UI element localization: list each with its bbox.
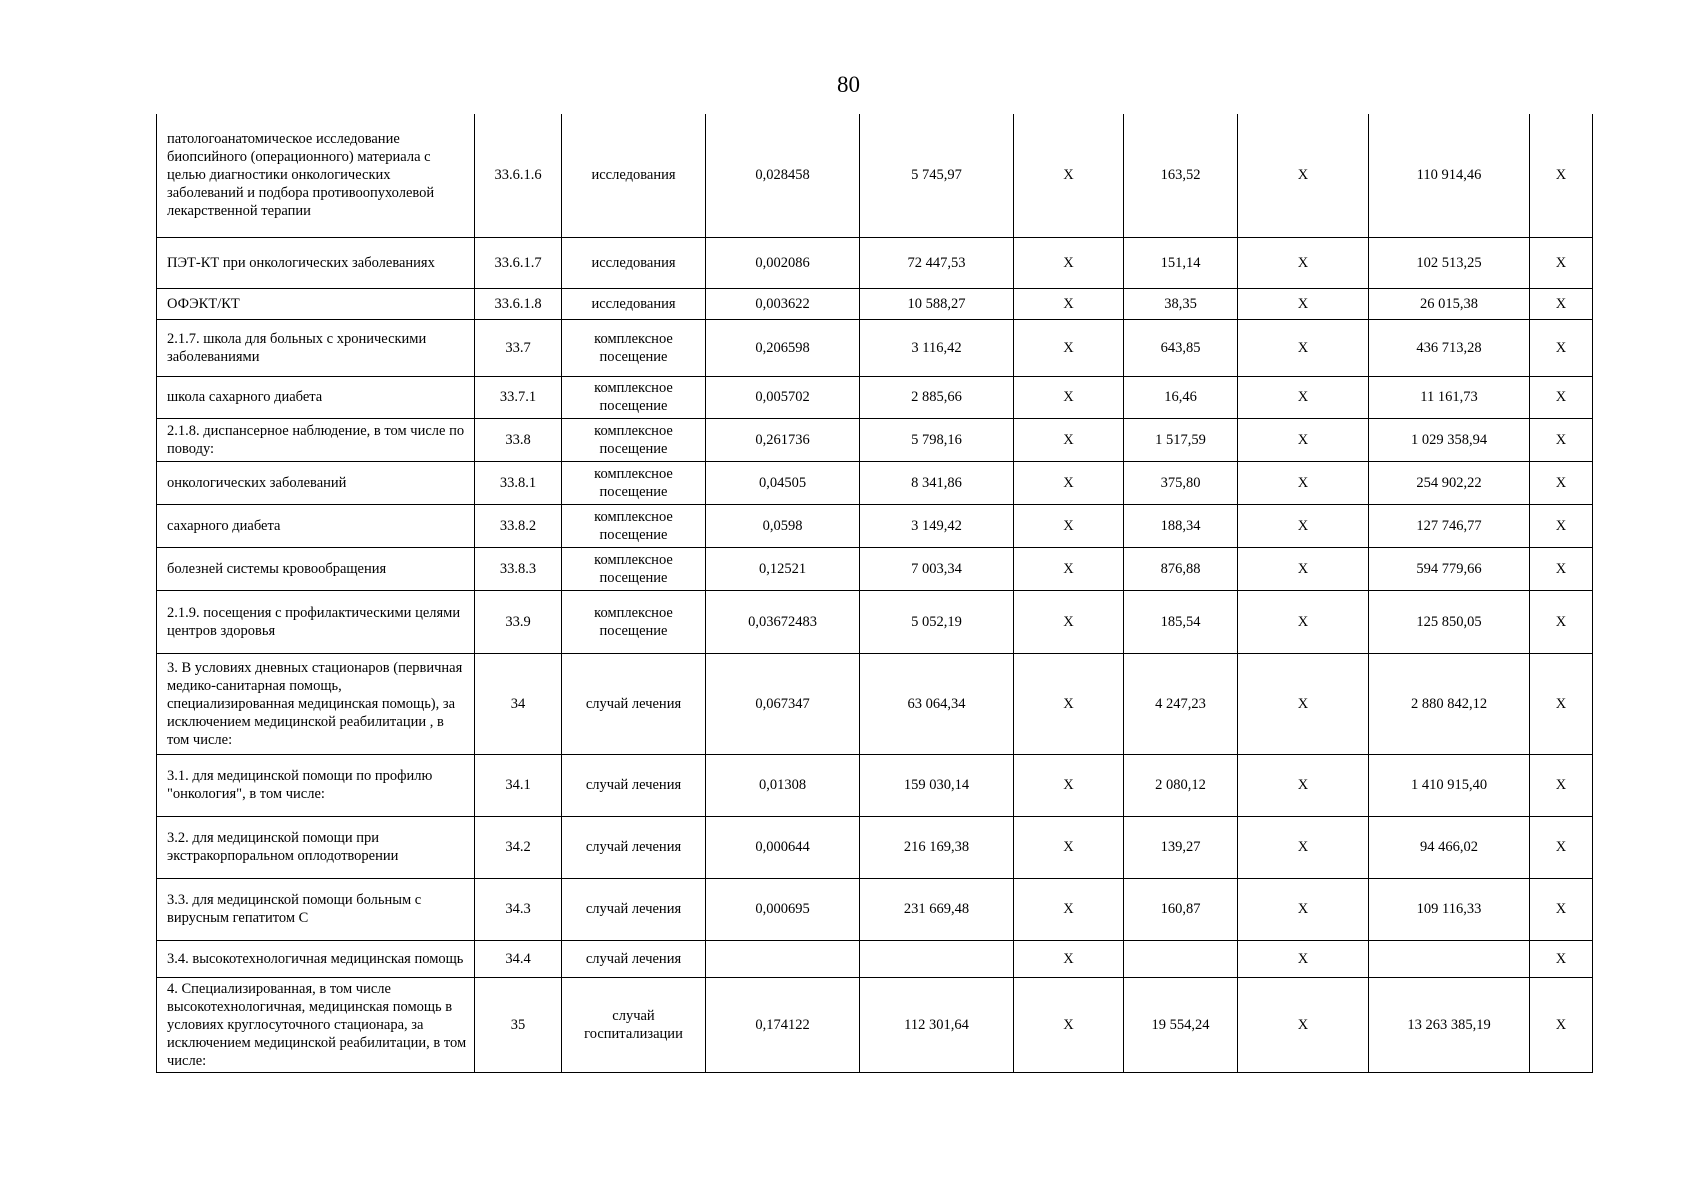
row-norm-cell: 0,000644 bbox=[706, 816, 860, 878]
row-x-mark-cell: X bbox=[1238, 418, 1369, 461]
row-name-cell: 3. В условиях дневных стационаров (первичная медико-санитарная помощь, специализированная медицинская помощь), за исключением медицинской реабилитации , в том числе: bbox=[157, 653, 475, 754]
row-x-mark-cell: X bbox=[1014, 590, 1124, 653]
row-x-mark-cell: X bbox=[1238, 940, 1369, 977]
row-code-cell: 33.6.1.8 bbox=[475, 288, 562, 319]
row-name-cell: 3.1. для медицинской помощи по профилю "онкология", в том числе: bbox=[157, 754, 475, 816]
row-x-mark-cell: X bbox=[1014, 878, 1124, 940]
row-cost-cell bbox=[860, 940, 1014, 977]
row-per-capita-cell: 160,87 bbox=[1124, 878, 1238, 940]
row-unit-cell: случай лечения bbox=[562, 940, 706, 977]
row-total-cell: 436 713,28 bbox=[1369, 319, 1530, 376]
medical-care-standards-table bbox=[156, 114, 1593, 1073]
row-cost-cell: 5 798,16 bbox=[860, 418, 1014, 461]
page-number: 80 bbox=[837, 72, 860, 97]
row-x-mark-cell: X bbox=[1014, 288, 1124, 319]
row-x-mark-cell: X bbox=[1530, 547, 1593, 590]
row-x-mark-cell: X bbox=[1238, 114, 1369, 237]
row-unit-cell: исследования bbox=[562, 114, 706, 237]
row-total-cell: 94 466,02 bbox=[1369, 816, 1530, 878]
row-x-mark-cell: X bbox=[1014, 418, 1124, 461]
row-x-mark-cell: X bbox=[1530, 878, 1593, 940]
row-cost-cell: 63 064,34 bbox=[860, 653, 1014, 754]
row-total-cell: 125 850,05 bbox=[1369, 590, 1530, 653]
row-x-mark-cell: X bbox=[1238, 376, 1369, 418]
row-cost-cell: 2 885,66 bbox=[860, 376, 1014, 418]
row-unit-cell: комплексное посещение bbox=[562, 319, 706, 376]
row-x-mark-cell: X bbox=[1238, 878, 1369, 940]
row-norm-cell: 0,261736 bbox=[706, 418, 860, 461]
row-code-cell: 35 bbox=[475, 977, 562, 1072]
row-unit-cell: комплексное посещение bbox=[562, 547, 706, 590]
row-total-cell: 11 161,73 bbox=[1369, 376, 1530, 418]
row-norm-cell: 0,206598 bbox=[706, 319, 860, 376]
row-norm-cell: 0,03672483 bbox=[706, 590, 860, 653]
row-per-capita-cell: 1 517,59 bbox=[1124, 418, 1238, 461]
row-norm-cell: 0,003622 bbox=[706, 288, 860, 319]
row-total-cell: 2 880 842,12 bbox=[1369, 653, 1530, 754]
row-x-mark-cell: X bbox=[1530, 319, 1593, 376]
row-cost-cell: 5 052,19 bbox=[860, 590, 1014, 653]
row-norm-cell: 0,12521 bbox=[706, 547, 860, 590]
row-x-mark-cell: X bbox=[1530, 816, 1593, 878]
row-x-mark-cell: X bbox=[1530, 940, 1593, 977]
row-x-mark-cell: X bbox=[1530, 288, 1593, 319]
table-row bbox=[157, 319, 1593, 376]
row-per-capita-cell: 185,54 bbox=[1124, 590, 1238, 653]
row-x-mark-cell: X bbox=[1014, 653, 1124, 754]
row-cost-cell: 231 669,48 bbox=[860, 878, 1014, 940]
row-x-mark-cell: X bbox=[1014, 504, 1124, 547]
row-x-mark-cell: X bbox=[1238, 816, 1369, 878]
row-unit-cell: случай госпитализации bbox=[562, 977, 706, 1072]
row-per-capita-cell: 38,35 bbox=[1124, 288, 1238, 319]
table-row bbox=[157, 376, 1593, 418]
row-x-mark-cell: X bbox=[1238, 547, 1369, 590]
row-cost-cell: 3 116,42 bbox=[860, 319, 1014, 376]
row-code-cell: 33.6.1.7 bbox=[475, 237, 562, 288]
row-x-mark-cell: X bbox=[1530, 590, 1593, 653]
row-unit-cell: случай лечения bbox=[562, 878, 706, 940]
row-norm-cell: 0,002086 bbox=[706, 237, 860, 288]
table-row bbox=[157, 590, 1593, 653]
row-unit-cell: случай лечения bbox=[562, 653, 706, 754]
row-x-mark-cell: X bbox=[1014, 754, 1124, 816]
row-norm-cell: 0,028458 bbox=[706, 114, 860, 237]
row-name-cell: 4. Специализированная, в том числе высокотехнологичная, медицинская помощь в условиях круглосуточного стационара, за исключением медицинской реабилитации, в том числе: bbox=[157, 977, 475, 1072]
row-norm-cell: 0,0598 bbox=[706, 504, 860, 547]
row-name-cell: ОФЭКТ/КТ bbox=[157, 288, 475, 319]
row-total-cell: 1 029 358,94 bbox=[1369, 418, 1530, 461]
table-row bbox=[157, 653, 1593, 754]
table-row bbox=[157, 977, 1593, 1072]
row-unit-cell: исследования bbox=[562, 237, 706, 288]
row-code-cell: 34.3 bbox=[475, 878, 562, 940]
row-per-capita-cell: 375,80 bbox=[1124, 461, 1238, 504]
row-unit-cell: исследования bbox=[562, 288, 706, 319]
row-norm-cell: 0,04505 bbox=[706, 461, 860, 504]
row-x-mark-cell: X bbox=[1014, 940, 1124, 977]
row-code-cell: 33.8.2 bbox=[475, 504, 562, 547]
row-x-mark-cell: X bbox=[1530, 977, 1593, 1072]
row-x-mark-cell: X bbox=[1238, 461, 1369, 504]
table-row bbox=[157, 754, 1593, 816]
table-row bbox=[157, 504, 1593, 547]
table-row bbox=[157, 878, 1593, 940]
row-per-capita-cell: 643,85 bbox=[1124, 319, 1238, 376]
table-row bbox=[157, 816, 1593, 878]
row-code-cell: 33.7.1 bbox=[475, 376, 562, 418]
row-code-cell: 34 bbox=[475, 653, 562, 754]
row-per-capita-cell: 163,52 bbox=[1124, 114, 1238, 237]
row-name-cell: 3.3. для медицинской помощи больным с вирусным гепатитом С bbox=[157, 878, 475, 940]
row-x-mark-cell: X bbox=[1238, 288, 1369, 319]
row-norm-cell bbox=[706, 940, 860, 977]
row-name-cell: ПЭТ-КТ при онкологических заболеваниях bbox=[157, 237, 475, 288]
row-name-cell: 3.2. для медицинской помощи при экстракорпоральном оплодотворении bbox=[157, 816, 475, 878]
row-norm-cell: 0,000695 bbox=[706, 878, 860, 940]
row-total-cell: 109 116,33 bbox=[1369, 878, 1530, 940]
row-per-capita-cell: 876,88 bbox=[1124, 547, 1238, 590]
row-total-cell: 110 914,46 bbox=[1369, 114, 1530, 237]
row-x-mark-cell: X bbox=[1530, 237, 1593, 288]
row-norm-cell: 0,01308 bbox=[706, 754, 860, 816]
row-per-capita-cell bbox=[1124, 940, 1238, 977]
row-x-mark-cell: X bbox=[1014, 547, 1124, 590]
row-name-cell: школа сахарного диабета bbox=[157, 376, 475, 418]
row-per-capita-cell: 188,34 bbox=[1124, 504, 1238, 547]
table-row bbox=[157, 461, 1593, 504]
row-per-capita-cell: 4 247,23 bbox=[1124, 653, 1238, 754]
row-x-mark-cell: X bbox=[1014, 461, 1124, 504]
row-total-cell bbox=[1369, 940, 1530, 977]
row-x-mark-cell: X bbox=[1238, 653, 1369, 754]
row-name-cell: патологоанатомическое исследование биопсийного (операционного) материала с целью диагностики онкологических заболеваний и подбора противоопухолевой лекарственной терапии bbox=[157, 114, 475, 237]
row-total-cell: 1 410 915,40 bbox=[1369, 754, 1530, 816]
row-code-cell: 33.8 bbox=[475, 418, 562, 461]
row-unit-cell: случай лечения bbox=[562, 754, 706, 816]
row-cost-cell: 3 149,42 bbox=[860, 504, 1014, 547]
row-name-cell: онкологических заболеваний bbox=[157, 461, 475, 504]
row-unit-cell: комплексное посещение bbox=[562, 590, 706, 653]
row-cost-cell: 112 301,64 bbox=[860, 977, 1014, 1072]
table-row bbox=[157, 418, 1593, 461]
row-cost-cell: 159 030,14 bbox=[860, 754, 1014, 816]
row-x-mark-cell: X bbox=[1530, 418, 1593, 461]
row-x-mark-cell: X bbox=[1014, 977, 1124, 1072]
row-x-mark-cell: X bbox=[1014, 816, 1124, 878]
row-cost-cell: 72 447,53 bbox=[860, 237, 1014, 288]
row-x-mark-cell: X bbox=[1530, 754, 1593, 816]
row-unit-cell: случай лечения bbox=[562, 816, 706, 878]
row-norm-cell: 0,005702 bbox=[706, 376, 860, 418]
row-name-cell: 2.1.7. школа для больных с хроническими заболеваниями bbox=[157, 319, 475, 376]
row-per-capita-cell: 19 554,24 bbox=[1124, 977, 1238, 1072]
row-x-mark-cell: X bbox=[1014, 319, 1124, 376]
table-row bbox=[157, 237, 1593, 288]
row-x-mark-cell: X bbox=[1238, 977, 1369, 1072]
row-total-cell: 254 902,22 bbox=[1369, 461, 1530, 504]
row-code-cell: 33.9 bbox=[475, 590, 562, 653]
row-x-mark-cell: X bbox=[1014, 114, 1124, 237]
row-unit-cell: комплексное посещение bbox=[562, 461, 706, 504]
row-x-mark-cell: X bbox=[1530, 461, 1593, 504]
row-x-mark-cell: X bbox=[1014, 376, 1124, 418]
row-cost-cell: 216 169,38 bbox=[860, 816, 1014, 878]
row-name-cell: 2.1.8. диспансерное наблюдение, в том числе по поводу: bbox=[157, 418, 475, 461]
row-x-mark-cell: X bbox=[1238, 237, 1369, 288]
row-total-cell: 26 015,38 bbox=[1369, 288, 1530, 319]
row-x-mark-cell: X bbox=[1238, 504, 1369, 547]
row-code-cell: 33.8.3 bbox=[475, 547, 562, 590]
row-x-mark-cell: X bbox=[1238, 590, 1369, 653]
table-row bbox=[157, 547, 1593, 590]
row-x-mark-cell: X bbox=[1238, 754, 1369, 816]
row-name-cell: 2.1.9. посещения с профилактическими целями центров здоровья bbox=[157, 590, 475, 653]
row-name-cell: болезней системы кровообращения bbox=[157, 547, 475, 590]
row-total-cell: 102 513,25 bbox=[1369, 237, 1530, 288]
row-total-cell: 127 746,77 bbox=[1369, 504, 1530, 547]
table-row bbox=[157, 940, 1593, 977]
row-unit-cell: комплексное посещение bbox=[562, 418, 706, 461]
table-row bbox=[157, 114, 1593, 237]
row-x-mark-cell: X bbox=[1530, 376, 1593, 418]
row-x-mark-cell: X bbox=[1530, 504, 1593, 547]
row-x-mark-cell: X bbox=[1014, 237, 1124, 288]
row-total-cell: 594 779,66 bbox=[1369, 547, 1530, 590]
row-code-cell: 34.4 bbox=[475, 940, 562, 977]
row-cost-cell: 7 003,34 bbox=[860, 547, 1014, 590]
row-name-cell: 3.4. высокотехнологичная медицинская помощь bbox=[157, 940, 475, 977]
row-code-cell: 34.2 bbox=[475, 816, 562, 878]
table-row bbox=[157, 288, 1593, 319]
row-code-cell: 33.6.1.6 bbox=[475, 114, 562, 237]
row-per-capita-cell: 2 080,12 bbox=[1124, 754, 1238, 816]
row-code-cell: 34.1 bbox=[475, 754, 562, 816]
row-cost-cell: 10 588,27 bbox=[860, 288, 1014, 319]
row-norm-cell: 0,067347 bbox=[706, 653, 860, 754]
row-per-capita-cell: 16,46 bbox=[1124, 376, 1238, 418]
table-body bbox=[157, 114, 1593, 1072]
row-per-capita-cell: 139,27 bbox=[1124, 816, 1238, 878]
row-total-cell: 13 263 385,19 bbox=[1369, 977, 1530, 1072]
row-cost-cell: 8 341,86 bbox=[860, 461, 1014, 504]
row-x-mark-cell: X bbox=[1238, 319, 1369, 376]
row-code-cell: 33.7 bbox=[475, 319, 562, 376]
row-x-mark-cell: X bbox=[1530, 114, 1593, 237]
row-per-capita-cell: 151,14 bbox=[1124, 237, 1238, 288]
row-x-mark-cell: X bbox=[1530, 653, 1593, 754]
row-norm-cell: 0,174122 bbox=[706, 977, 860, 1072]
row-cost-cell: 5 745,97 bbox=[860, 114, 1014, 237]
row-code-cell: 33.8.1 bbox=[475, 461, 562, 504]
row-name-cell: сахарного диабета bbox=[157, 504, 475, 547]
row-unit-cell: комплексное посещение bbox=[562, 376, 706, 418]
row-unit-cell: комплексное посещение bbox=[562, 504, 706, 547]
